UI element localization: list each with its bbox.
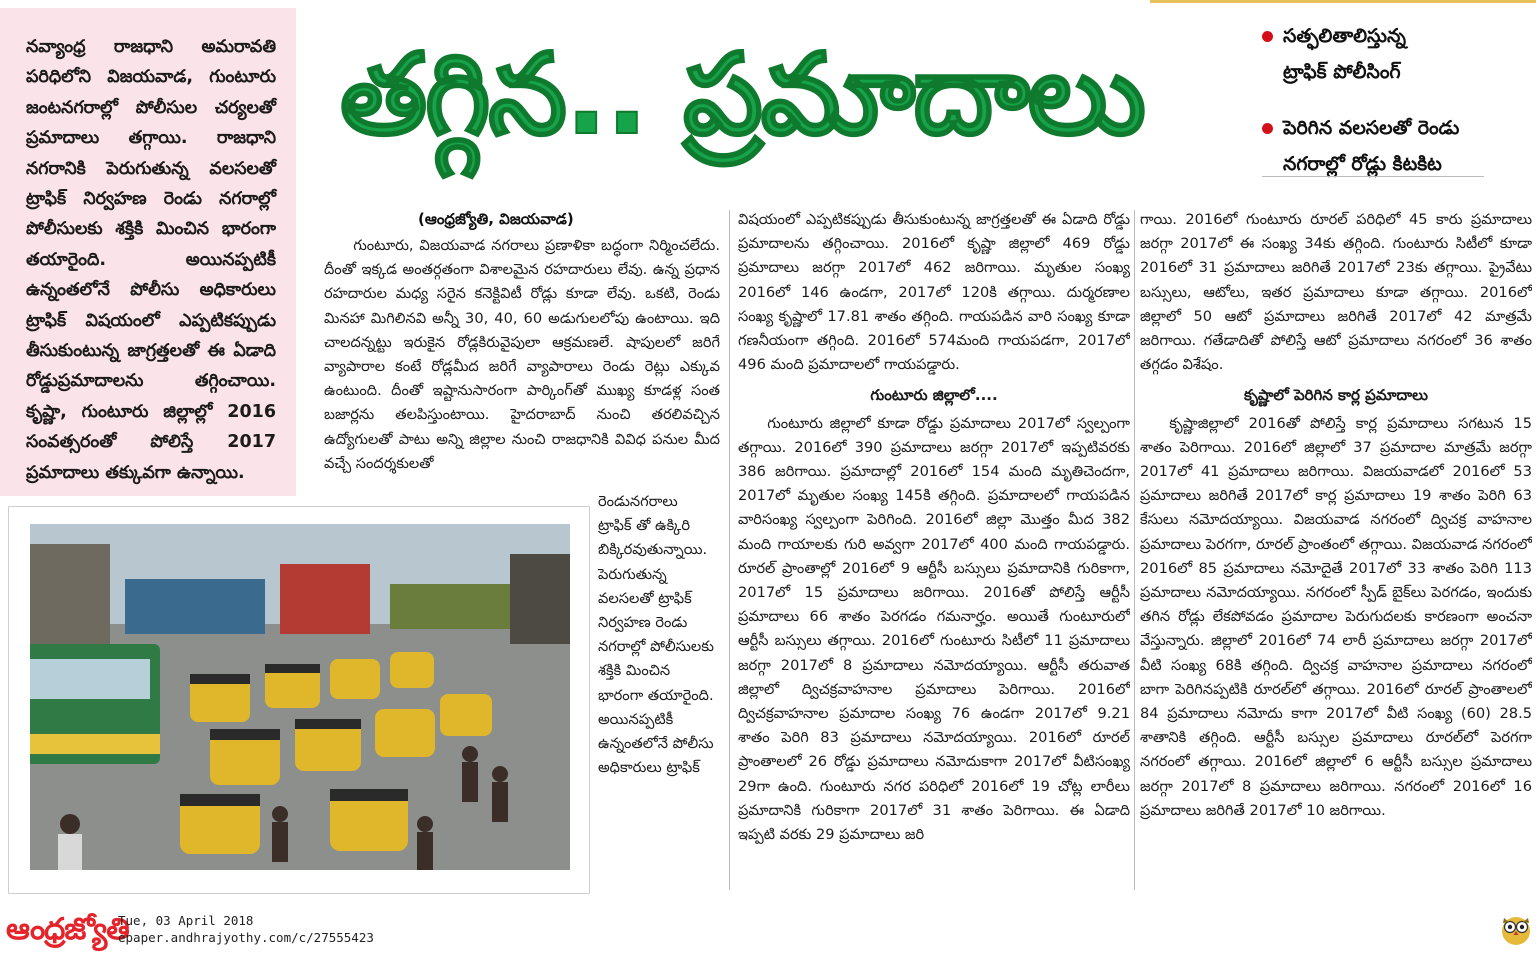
- owl-icon: [1500, 912, 1532, 946]
- summary-text: నవ్యాంధ్ర రాజధాని అమరావతి పరిధిలోని విజయవాడ, గుంటూరు జంటనగరాల్లో పోలీసుల చర్యలతో ప్రమాదాలు తగ్గాయి. రాజధాని నగరానికి పెరుగుతున్న వలసలతో ట్రాఫిక్ నిర్వహణ రెండు నగరాల్లో పోలీసులకు శక్తికి మించిన భారంగా తయారైంది. అయినప్పటికీ ఉన్నంతలోనే పోలీసు అధికారులు ట్రాఫిక్ విషయంలో ఎప్పటికప్పుడు తీసుకుంటున్న జాగ్రత్తలతో ఈ ఏడాది రోడ్డుప్రమాదాలను తగ్గించాయి. కృష్ణా, గుంటూరు జిల్లాల్లో 2016 సంవత్సరంతో పోలిస్తే 2017 ప్రమాదాలు తక్కువగా ఉన్నాయి.: [26, 37, 276, 483]
- newspaper-logo: ఆంధ్రజ్యోతి: [6, 912, 129, 947]
- article-column-1: [324, 234, 720, 494]
- top-accent-line: [1150, 0, 1536, 3]
- highlight-2-line1: పెరిగిన వలసలతో రెండు: [1283, 117, 1460, 139]
- highlight-1: [1262, 18, 1532, 90]
- highlight-2: [1262, 110, 1532, 182]
- article-column-1-narrow: రెండునగరాలు ట్రాఫిక్ తో ఉక్కిరి బిక్కిరవుతున్నాయి. పెరుగుతున్న వలసలతో ట్రాఫిక్ నిర్వహణ రెండు నగరాల్లో పోలీసులకు శక్తికి మించిన భారంగా తయారైంది. అయినప్పటికీ ఉన్నంతలోనే పోలీసు అధికారులు ట్రాఫిక్: [598, 493, 714, 777]
- article-column-2: [738, 208, 1130, 898]
- column-2-para-2: గుంటూరు జిల్లాలో కూడా రోడ్డు ప్రమాదాలు 2017లో స్వల్పంగా తగ్గాయి. 2016లో 390 ప్రమాదాలు జరగ్గా 2017లో ఇప్పటివరకు 386 జరిగాయి. ప్రమాదాల్లో 2016లో 154 మంది మృతిచెందగా, 2017లో మృతుల సంఖ్య 145కి తగ్గింది. ప్రమాదాలలో గాయపడిన వారిసంఖ్య స్వల్పంగా పెరిగింది. 2016లో జిల్లా మొత్తం మీద 382 మంది గాయాలకు గురి అవ్వగా 2017లో 400 మంది గాయపడ్డారు. రూరల్ ప్రాంతాల్లో 2016లో 9 ఆర్టీసీ బస్సులు ప్రమాదానికి గురికాగా, 2017లో 15 ప్రమాదాలు జరిగాయి. 2016తో పోలిస్తే ఆర్టీసీ ప్రమాదాలు 66 శాతం పెరగడం గమనార్హం. అయితే గుంటూరులో ఆర్టీసీ బస్సులు తగ్గాయి. 2016లో గుంటూరు సిటీలో 11 ప్రమాదాలు జరగ్గా 2017లో 8 ప్రమాదాలు నమోదయ్యాయి. ఆర్టీసీ తరువాత జిల్లాలో ద్విచక్రవాహనాల ప్రమాదాలు పెరిగాయి. 2016లో ద్విచక్రవాహనాల ప్రమాదాల సంఖ్య 76 ఉండగా 2017లో 9.21 శాతం పెరిగి 83 ప్రమాదాలు నమోదయ్యాయి. 2016లో రూరల్ ప్రాంతాలలో 26 రోడ్డు ప్రమాదాలు నమోదుకాగా 2017లో వీటిసంఖ్య 29గా ఉంది. గుంటూరు నగర పరిధిలో 2016లో 19 చోట్ల లారీలు ప్రమాదానికి గురికాగా 2017లో 31 శాతం పెరిగాయి. ఈ ఏడాది ఇప్పటి వరకు 29 ప్రమాదాలు జరి: [738, 414, 1130, 844]
- highlights: [1262, 18, 1532, 202]
- column-2-subhead: గుంటూరు జిల్లాలో....: [870, 386, 998, 405]
- column-1-text: గుంటూరు, విజయవాడ నగరాలు ప్రణాళికా బద్ధంగా నిర్మించలేదు. దీంతో ఇక్కడ అంతర్గతంగా విశాలమైన రహదారులు లేవు. ఉన్న ప్రధాన రహదారుల మధ్య సరైన కనెక్టివిటీ రోడ్లు కూడా లేవు. ఒకటి, రెండు మినహా మిగిలినవి అన్నీ 30, 40, 60 అడుగులలోపు ఉంటాయి. ఇది చాలదన్నట్టు ఇరుకైన రోడ్లకిరువైపులా ఆక్రమణలే. షాపులలో జరిగే వ్యాపారాల కంటే రోడ్లమీద జరిగే వ్యాపారాలు రెండు రెట్లు ఎక్కువ ఉంటుంది. దీంతో ఇష్టానుసారంగా పార్కింగ్‌తో ముఖ్య కూడళ్ల సంత బజార్లను తలపిస్తుంటాయి. హైదరాబాద్ నుంచి తరలివచ్చిన ఉద్యోగులతో పాటు అన్ని జిల్లాల నుంచి రాజధానికి వివిధ పనుల మీద వచ్చే సందర్శకులతో: [324, 237, 720, 472]
- publication-date: Tue, 03 April 2018: [118, 913, 254, 928]
- highlight-1-line1: సత్ఫలితాలిస్తున్న: [1283, 25, 1406, 47]
- summary-box: [0, 8, 296, 496]
- column-3-subhead: కృష్ణాలో పెరిగిన కార్ల ప్రమాదాలు: [1244, 386, 1428, 405]
- bullet-dot-icon: [1262, 31, 1273, 42]
- traffic-photo: [30, 524, 570, 870]
- bullet-dot-icon: [1262, 123, 1273, 134]
- highlight-2-line2: నగరాల్లో రోడ్లు కిటకిట: [1283, 153, 1442, 175]
- epaper-url[interactable]: epaper.andhrajyothy.com/c/27555423: [118, 930, 374, 945]
- column-divider-1: [729, 210, 730, 890]
- column-divider-2: [1134, 210, 1135, 890]
- footer-meta: [118, 912, 374, 946]
- article-column-3: [1140, 208, 1532, 898]
- traffic-scene-illustration: [30, 524, 570, 870]
- column-3-para-1: గాయి. 2016లో గుంటూరు రూరల్ పరిధిలో 45 కారు ప్రమాదాలు జరగ్గా 2017లో ఈ సంఖ్య 34కు తగ్గింది. గుంటూరు సిటీలో కూడా 2016లో 31 ప్రమాదాలు జరిగితే 2017లో 23కు తగ్గాయి. ప్రైవేటు బస్సులు, ఆటోలు, ఇతర ప్రమాదాలు కూడా తగ్గాయి. 2016లో జిల్లాలో 50 ఆటో ప్రమాదాలు జరిగితే 2017లో 42 మాత్రమే జరిగాయి. గతేడాదితో పోలిస్తే ఆటో ప్రమాదాలు నగరంలో 36 శాతం తగ్గడం విశేషం.: [1140, 211, 1532, 374]
- highlights-rule: [1262, 176, 1484, 177]
- column-3-para-2: కృష్ణాజిల్లాలో 2016తో పోలిస్తే కార్ల ప్రమాదాలు సగటున 15 శాతం పెరిగాయి. 2016లో జిల్లాలో 37 ప్రమాదాల మాత్రమే జరగ్గా 2017లో 41 ప్రమాదాలు జరిగాయి. విజయవాడలో 2016లో 53 ప్రమాదాలు జరిగితే 2017లో కార్ల ప్రమాదాలు 19 శాతం పెరిగి 63 కేసులు నమోదయ్యాయి. విజయవాడ నగరంలో ద్విచక్ర వాహనాల ప్రమాదాలు పెరగగా, రూరల్ ప్రాంతంలో తగ్గాయి. విజయవాడ నగరంలో 2016లో 85 ప్రమాదాలు నమోదైతే 2017లో 33 శాతం పెరిగి 113 ప్రమాదాలు నమోదయ్యాయి. నగరంలో స్పీడ్ బైక్‌లు పెరగడం, ఇందుకు తగిన రోడ్లు లేకపోవడం ప్రమాదాల పెరుగుదలకు కారణంగా అంచనా వేస్తున్నారు. జిల్లాలో 2016లో 74 లారీ ప్రమాదాలు జరగ్గా 2017లో వీటి సంఖ్య 68కి తగ్గింది. ద్విచక్ర వాహనాల ప్రమాదాలు నగరంలో బాగా పెరిగినప్పటికి రూరల్‌లో తగ్గాయి. 2016లో రూరల్ ప్రాంతాలలో 84 ప్రమాదాలు నమోదు కాగా 2017లో వీటి సంఖ్య (60) 28.5 శాతానికి తగ్గింది. ఆర్టీసీ బస్సుల ప్రమాదాలు రూరల్‌లో పెరగగా నగరంలో తగ్గాయి. 2016లో జిల్లాలో 6 ఆర్టీసీ బస్సుల ప్రమాదాలు జరగ్గా 2017లో 8 ప్రమాదాలు జరిగాయి. నగరంలో 2016లో 16 ప్రమాదాలు జరిగితే 2017లో 10 జరిగాయి.: [1140, 414, 1532, 819]
- column-2-para-1: విషయంలో ఎప్పటికప్పుడు తీసుకుంటున్న జాగ్రత్తలతో ఈ ఏడాది రోడ్డు ప్రమాదాలను తగ్గించాయి. 2016లో కృష్ణా జిల్లాలో 469 రోడ్డు ప్రమాదాలు జరగ్గా 2017లో 462 జరిగాయి. మృతుల సంఖ్య 2016లో 146 ఉండగా, 2017లో 120కి తగ్గాయి. దుర్మరణాల సంఖ్య కృష్ణాలో 17.81 శాతం తగ్గింది. గాయపడిన వారి సంఖ్య కూడా గణనీయంగా తగ్గింది. 2016లో 574మంది గాయపడగా, 2017లో 496 మంది ప్రమాదాలలో గాయపడ్డారు.: [738, 211, 1130, 374]
- byline: (ఆంధ్రజ్యోతి, విజయవాడ): [418, 210, 574, 228]
- headline: తగ్గిన.. ప్రమాదాలు: [340, 30, 1144, 160]
- highlight-1-line2: ట్రాఫిక్ పోలీసింగ్: [1283, 61, 1401, 83]
